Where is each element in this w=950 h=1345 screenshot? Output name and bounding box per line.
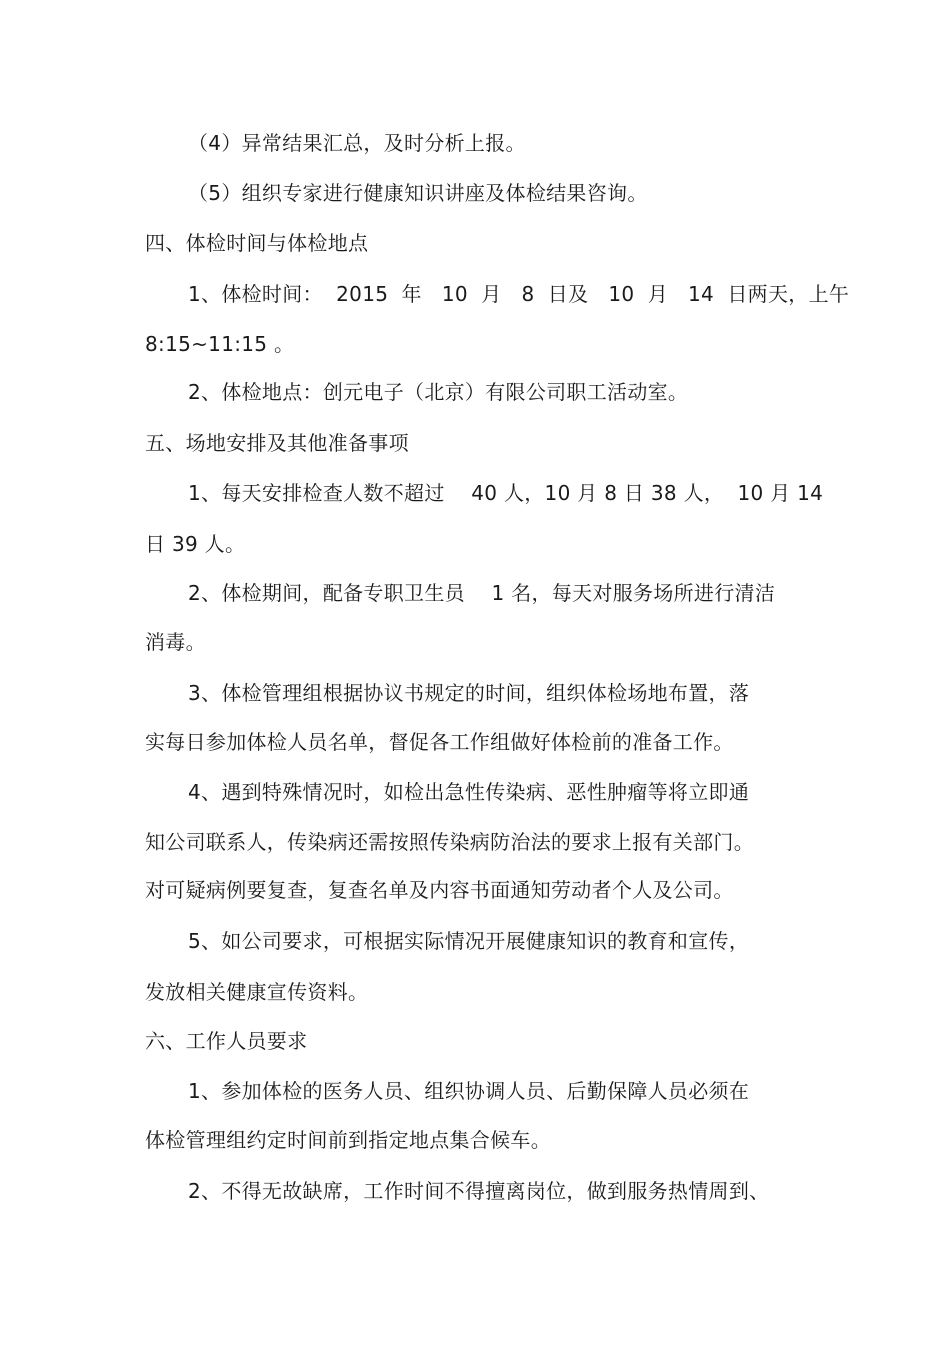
text-line: 1、体检时间： 2015 年 10 月 8 日及 10 月 14 日两天，上午 [188, 282, 850, 306]
text-line: 2、不得无故缺席，工作时间不得擅离岗位，做到服务热情周到、 [188, 1179, 770, 1203]
section-heading: 四、体检时间与体检地点 [145, 231, 369, 255]
text-line: 实每日参加体检人员名单，督促各工作组做好体检前的准备工作。 [145, 730, 734, 754]
text-line: 对可疑病例要复查，复查名单及内容书面通知劳动者个人及公司。 [145, 878, 734, 902]
text-line: 日 39 人。 [145, 532, 246, 556]
text-line: 知公司联系人，传染病还需按照传染病防治法的要求上报有关部门。 [145, 830, 754, 854]
text-line: 体检管理组约定时间前到指定地点集合候车。 [145, 1128, 551, 1152]
text-line: 3、体检管理组根据协议书规定的时间，组织体检场地布置，落 [188, 681, 750, 705]
text-line: 发放相关健康宣传资料。 [145, 980, 369, 1004]
text-line: （4）异常结果汇总，及时分析上报。 [188, 131, 526, 155]
text-line: 1、每天安排检查人数不超过 40 人，10 月 8 日 38 人， 10 月 14 [188, 481, 824, 505]
text-line: 5、如公司要求，可根据实际情况开展健康知识的教育和宣传， [188, 929, 750, 953]
text-line: 1、参加体检的医务人员、组织协调人员、后勤保障人员必须在 [188, 1079, 750, 1103]
text-line: 4、遇到特殊情况时，如检出急性传染病、恶性肿瘤等将立即通 [188, 780, 750, 804]
text-line: 2、体检期间，配备专职卫生员 1 名，每天对服务场所进行清洁 [188, 581, 776, 605]
text-line: 2、体检地点：创元电子（北京）有限公司职工活动室。 [188, 380, 689, 404]
text-line: （5）组织专家进行健康知识讲座及体检结果咨询。 [188, 181, 648, 205]
text-line: 8:15~11:15 。 [145, 332, 295, 356]
section-heading: 五、场地安排及其他准备事项 [145, 431, 409, 455]
section-heading: 六、工作人员要求 [145, 1029, 308, 1053]
text-line: 消毒。 [145, 630, 206, 654]
